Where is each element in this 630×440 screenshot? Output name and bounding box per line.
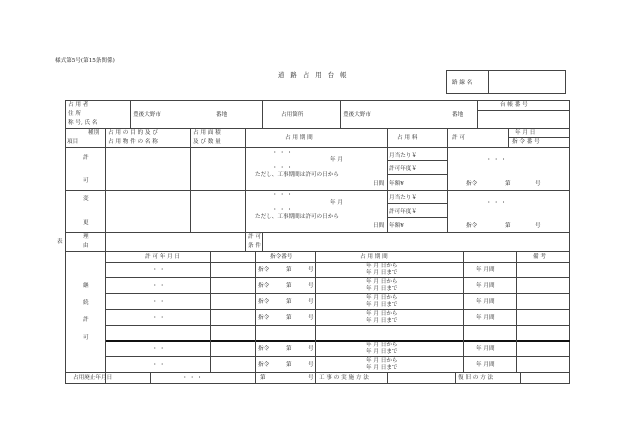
cont-shirei: 指令 (258, 267, 270, 273)
cont-gou: 号 (308, 299, 314, 305)
cont-gou: 号 (308, 346, 314, 352)
cont-until: 年 月 日まで (366, 349, 398, 355)
cont-dots: ・ ・ (152, 346, 165, 352)
cont-dots: ・ ・ (152, 267, 165, 273)
cont-until: 年 月 日まで (366, 270, 398, 276)
permit-dots: ・ ・ ・ (486, 157, 507, 163)
label-address: 住 所 (68, 111, 81, 117)
cont-from: 年 月 日から (366, 263, 398, 269)
footer-dai: 第 (260, 375, 266, 381)
place-label: 占用箇所 (281, 112, 304, 118)
change-date-dots-1: ・ ・ ・ (272, 192, 293, 198)
place-city: 豊後大野市 (343, 112, 371, 118)
conditions-1: 許 可 (248, 234, 261, 240)
label-occupant: 占 用 者 (68, 102, 89, 108)
cont-from: 年 月 日から (366, 311, 398, 317)
cont-nenkan: 年 月間 (476, 283, 495, 289)
cont-nenkan: 年 月間 (476, 362, 495, 368)
col-fee: 占 用 料 (397, 135, 418, 141)
cont-permit-date: 許 可 年 月 日 (145, 254, 181, 260)
cont-shirei: 指令 (258, 283, 270, 289)
cont-nenkan: 年 月間 (476, 315, 495, 321)
permit-total: 年額¥ (389, 181, 404, 187)
cont-side-2: 続 (83, 300, 89, 306)
cont-side-1: 継 (83, 283, 89, 289)
col-shubetsu: 種別 (88, 130, 100, 136)
change-shirei: 指令 (466, 223, 478, 229)
place-banchi: 番地 (452, 112, 464, 118)
col-permit: 許 可 (452, 135, 465, 141)
label-name: 称 号, 氏 名 (68, 120, 98, 126)
col-area-2: 及 び 数 量 (193, 139, 221, 145)
cont-dai: 第 (286, 283, 292, 289)
change-nen-tsuki: 年 月 (330, 200, 343, 206)
cont-gou: 号 (308, 362, 314, 368)
cont-until: 年 月 日まで (366, 318, 398, 324)
cont-gou: 号 (308, 315, 314, 321)
change-per-unit: 月当たり￥ (389, 195, 417, 201)
col-period: 占 用 期 間 (285, 135, 313, 141)
cont-gou: 号 (308, 283, 314, 289)
row-change-1: 変 (83, 196, 89, 202)
cont-remarks: 備 考 (533, 254, 546, 260)
cont-until: 年 月 日まで (366, 365, 398, 371)
footer-construction-method: 工 事 の 実 施 方 法 (319, 375, 369, 381)
row-permit-1: 許 (83, 155, 89, 161)
col-date: 年 月 日 (515, 130, 536, 136)
cont-gou: 号 (308, 267, 314, 273)
cont-dai: 第 (286, 346, 292, 352)
cont-nenkan: 年 月間 (476, 346, 495, 352)
change-dots: ・ ・ ・ (486, 200, 507, 206)
change-dai: 第 (505, 223, 511, 229)
permit-nichikan: 日間 (373, 181, 385, 187)
permit-gou: 号 (535, 181, 541, 187)
cont-shirei: 指令 (258, 299, 270, 305)
cont-side-3: 許 (83, 317, 89, 323)
cont-shirei: 指令 (258, 362, 270, 368)
page-title: 道 路 占 用 台 帳 (278, 71, 349, 79)
cont-until: 年 月 日まで (366, 302, 398, 308)
footer-dots: ・ ・ ・ (182, 375, 203, 381)
cont-shirei: 指令 (258, 346, 270, 352)
row-change-2: 更 (83, 220, 89, 226)
permit-tadashi: ただし、工事期間は許可の日から (255, 172, 339, 178)
form-number: 様式第5号(第15条関係) (55, 58, 115, 64)
route-name-label: 路 線 名 (452, 80, 473, 86)
footer-restoration-method: 復 旧 の 方 法 (458, 375, 494, 381)
footer-abolish-date: 占用廃止年月日 (73, 375, 113, 381)
col-purpose-2: 占 用 物 件 の 名 称 (108, 139, 158, 145)
change-year: 許可年度￥ (389, 209, 417, 215)
permit-year: 許可年度￥ (389, 166, 417, 172)
ledger-number-label: 台 帳 番 号 (500, 102, 528, 108)
reason-1: 理 (83, 234, 89, 240)
col-koumoku: 項目 (67, 139, 79, 145)
col-directive-number: 指 令 番 号 (512, 139, 540, 145)
occupant-city: 豊後大野市 (133, 112, 161, 118)
cont-dots: ・ ・ (152, 315, 165, 321)
change-tadashi: ただし、工事期間は許可の日から (255, 214, 339, 220)
col-area-1: 占 用 面 積 (193, 130, 221, 136)
cont-dots: ・ ・ (152, 299, 165, 305)
cont-from: 年 月 日から (366, 279, 398, 285)
occupant-banchi: 番地 (216, 112, 228, 118)
permit-shirei: 指令 (466, 181, 478, 187)
cont-dai: 第 (286, 315, 292, 321)
cont-nenkan: 年 月間 (476, 267, 495, 273)
cont-until: 年 月 日まで (366, 286, 398, 292)
side-mark: 表 (57, 239, 63, 245)
change-nichikan: 日間 (373, 223, 385, 229)
cont-from: 年 月 日から (366, 358, 398, 364)
cont-dots: ・ ・ (152, 362, 165, 368)
cont-side-4: 可 (83, 335, 89, 341)
permit-date-dots-1: ・ ・ ・ (272, 150, 293, 156)
change-total: 年額¥ (389, 223, 404, 229)
permit-dai: 第 (505, 181, 511, 187)
row-permit-2: 可 (83, 178, 89, 184)
permit-date-dots-2: ・ ・ ・ (272, 165, 293, 171)
cont-dots: ・ ・ (152, 283, 165, 289)
footer-gou: 号 (308, 375, 314, 381)
permit-nen-tsuki: 年 月 (330, 157, 343, 163)
reason-2: 由 (83, 243, 89, 249)
change-date-dots-2: ・ ・ ・ (272, 207, 293, 213)
cont-dai: 第 (286, 267, 292, 273)
col-purpose-1: 占 用 の 目 的 及 び (108, 130, 158, 136)
conditions-2: 条 件 (248, 243, 261, 249)
cont-nenkan: 年 月間 (476, 299, 495, 305)
cont-dai: 第 (286, 362, 292, 368)
cont-period: 占 用 期 間 (360, 254, 388, 260)
cont-from: 年 月 日から (366, 295, 398, 301)
cont-directive-no: 指令番号 (270, 254, 293, 260)
change-gou: 号 (535, 223, 541, 229)
cont-shirei: 指令 (258, 315, 270, 321)
permit-per-unit: 月当たり￥ (389, 153, 417, 159)
cont-from: 年 月 日から (366, 342, 398, 348)
cont-dai: 第 (286, 299, 292, 305)
